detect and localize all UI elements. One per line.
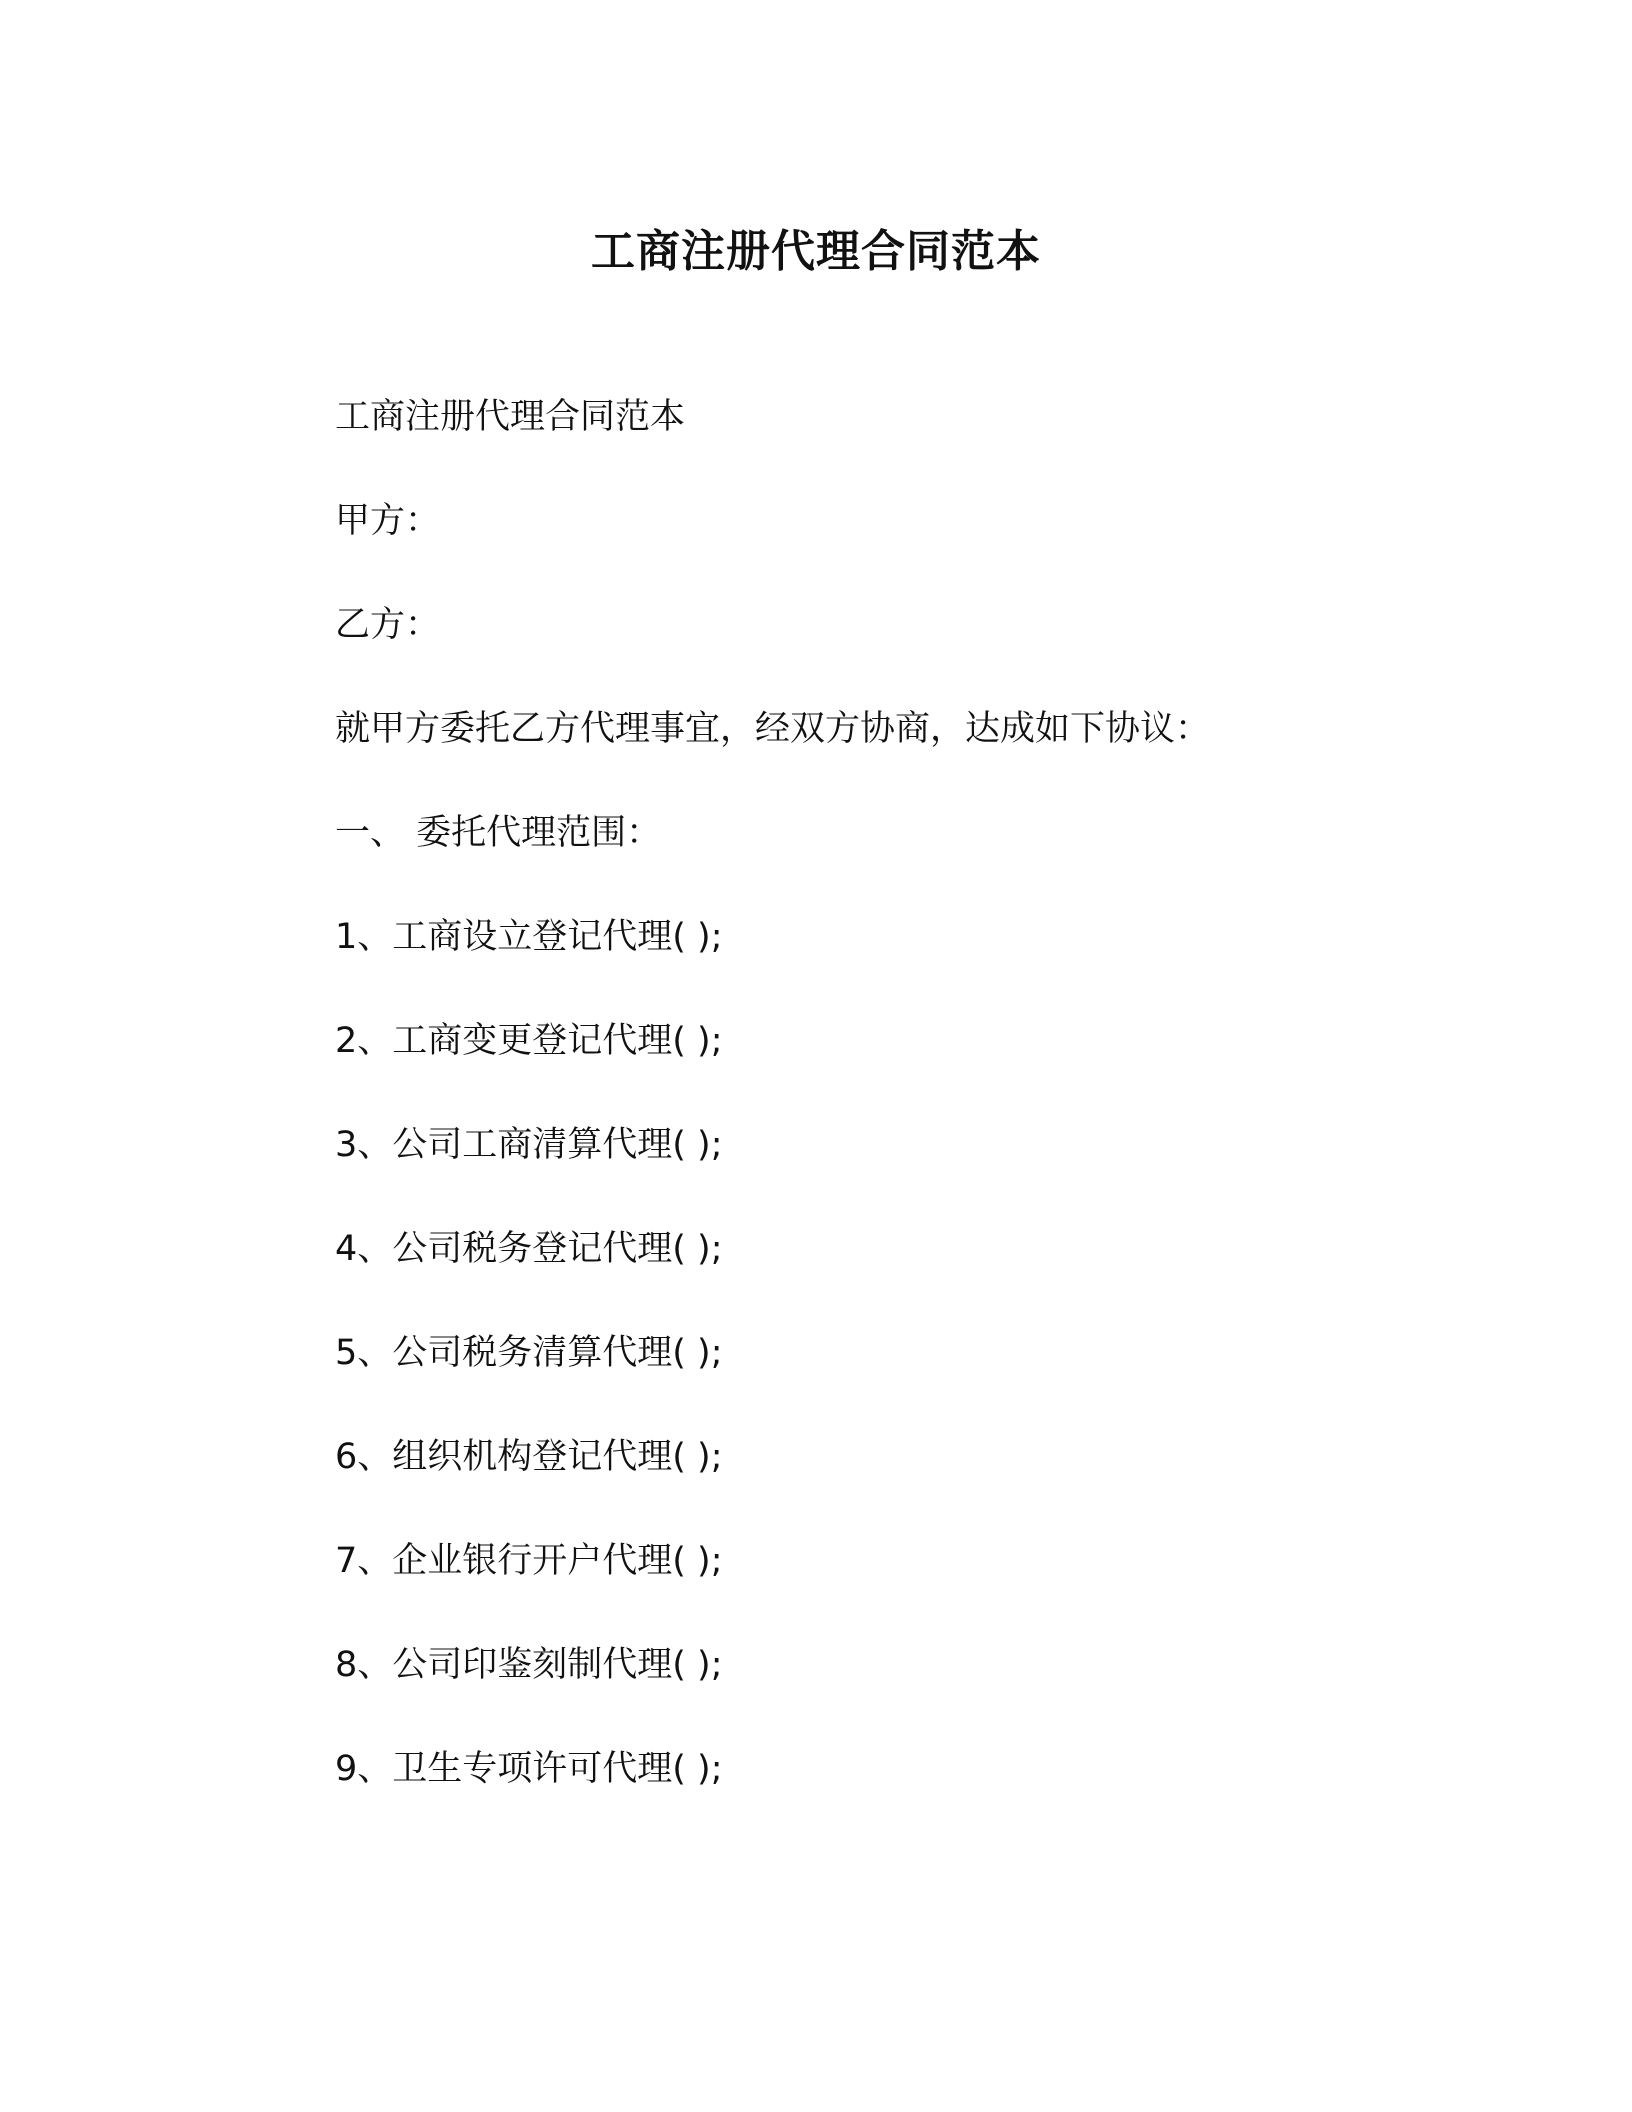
scope-item-number: 3、 <box>335 1125 393 1165</box>
scope-item <box>335 1744 1335 1794</box>
scope-item-text: 工商设立登记代理( ); <box>392 917 723 957</box>
scope-item <box>335 1536 1335 1586</box>
document-body <box>335 392 1335 1848</box>
scope-item-number: 2、 <box>335 1021 393 1061</box>
scope-item <box>335 1016 1335 1066</box>
scope-item <box>335 912 1335 962</box>
scope-item <box>335 1120 1335 1170</box>
scope-item <box>335 1432 1335 1482</box>
document-subtitle: 工商注册代理合同范本 <box>335 397 686 437</box>
scope-item-text: 组织机构登记代理( ); <box>392 1437 723 1477</box>
document-title: 工商注册代理合同范本 <box>591 226 1041 277</box>
scope-item-text: 公司工商清算代理( ); <box>392 1125 723 1165</box>
scope-item-number: 8、 <box>335 1645 393 1685</box>
scope-item-text: 卫生专项许可代理( ); <box>392 1749 723 1789</box>
scope-item-number: 4、 <box>335 1229 393 1269</box>
scope-item-number: 1、 <box>335 917 393 957</box>
scope-item-text: 公司印鉴刻制代理( ); <box>392 1645 723 1685</box>
party-a-line: 甲方： <box>335 501 441 541</box>
scope-item <box>335 1224 1335 1274</box>
scope-item <box>335 1328 1335 1378</box>
scope-item-text: 公司税务登记代理( ); <box>392 1229 723 1269</box>
section-one-heading: 一、 委托代理范围： <box>335 813 662 853</box>
party-b-line: 乙方： <box>335 605 441 645</box>
scope-item-text: 工商变更登记代理( ); <box>392 1021 723 1061</box>
scope-item-number: 7、 <box>335 1541 393 1581</box>
scope-item-text: 企业银行开户代理( ); <box>392 1541 723 1581</box>
scope-item-number: 9、 <box>335 1749 393 1789</box>
scope-item-number: 5、 <box>335 1333 393 1373</box>
scope-item-text: 公司税务清算代理( ); <box>392 1333 723 1373</box>
intro-paragraph: 就甲方委托乙方代理事宜，经双方协商，达成如下协议： <box>335 709 1211 749</box>
scope-item <box>335 1640 1335 1690</box>
scope-item-number: 6、 <box>335 1437 393 1477</box>
